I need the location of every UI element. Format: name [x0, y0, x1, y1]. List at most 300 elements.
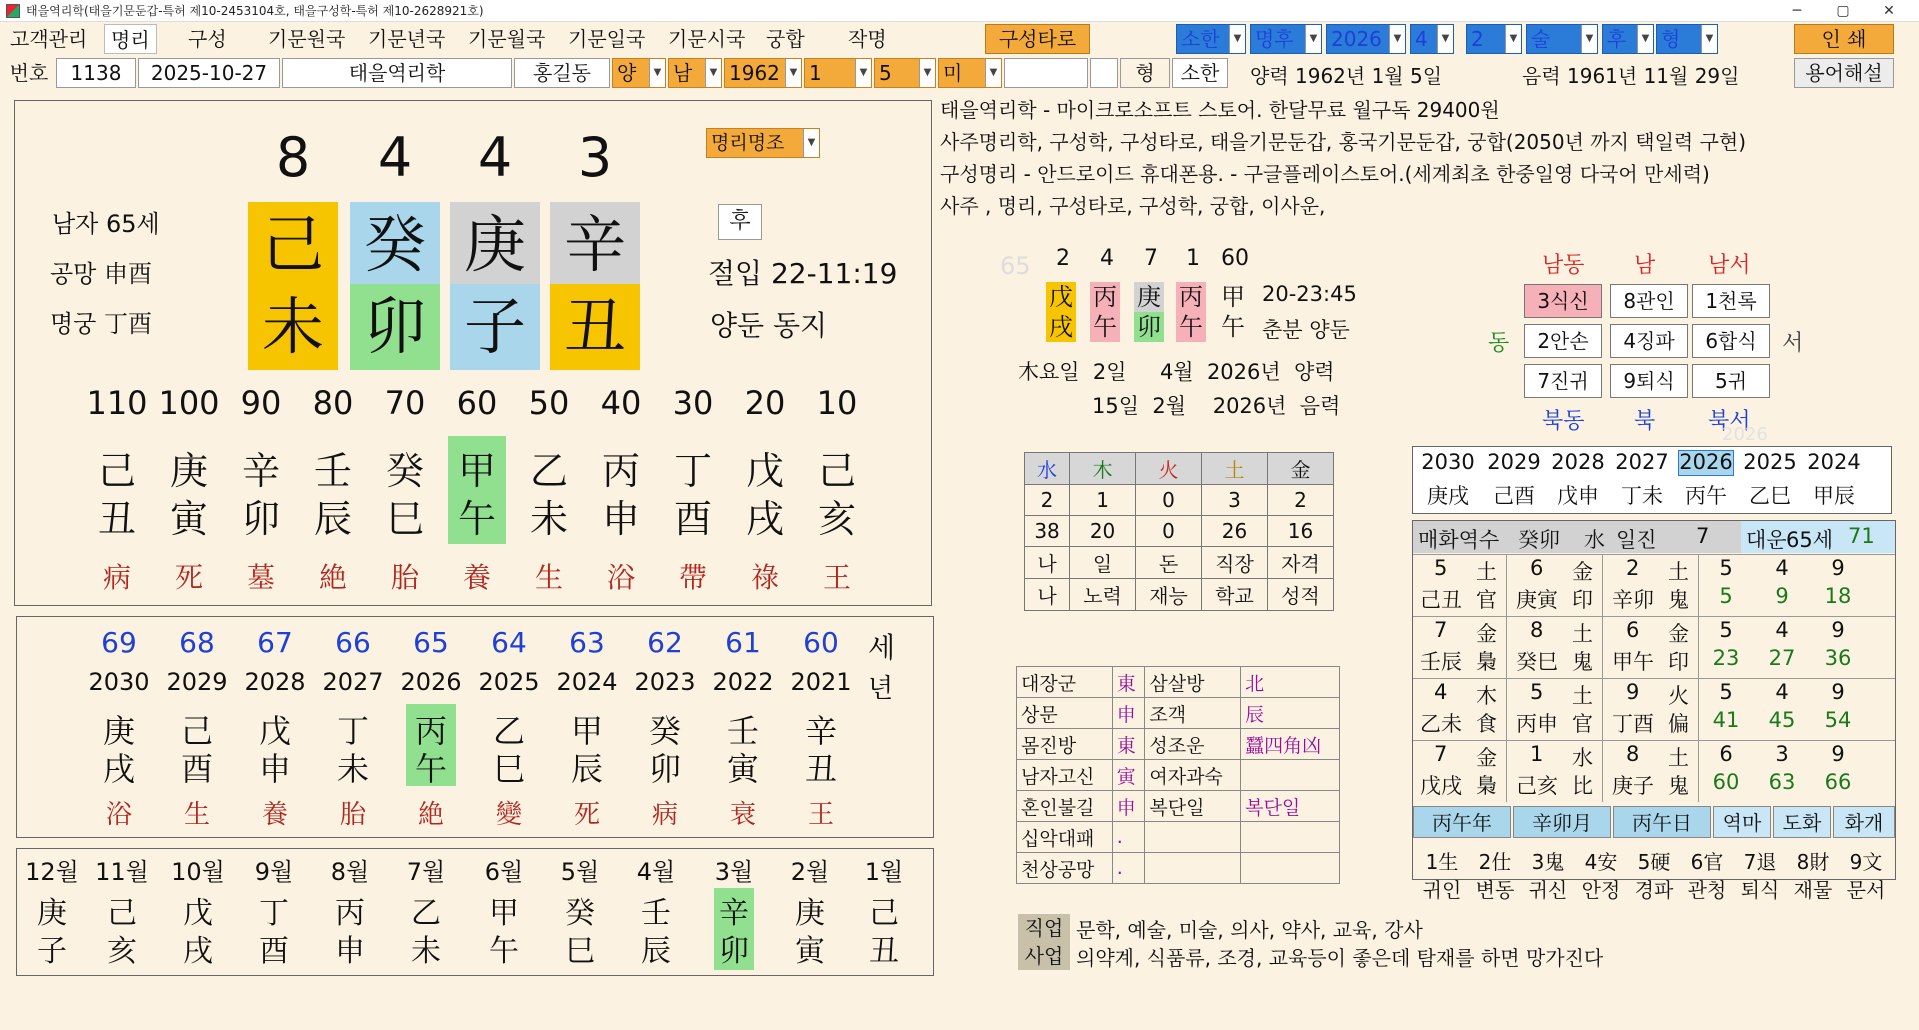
wolwoon-stem[interactable]: 己: [107, 896, 137, 931]
sewoon-branch[interactable]: 辰: [570, 750, 603, 788]
daewoon-stem[interactable]: 壬: [313, 449, 352, 493]
wolwoon-month: 4월: [636, 858, 676, 886]
maehwa-divider: [1413, 554, 1895, 555]
maehwa-vline: [1602, 554, 1603, 616]
sewoon-stage: 胎: [339, 800, 366, 830]
sewoon-branch[interactable]: 卯: [648, 750, 681, 788]
today-branch: 戌: [1046, 312, 1076, 342]
sewoon-branch[interactable]: 申: [258, 750, 291, 788]
daewoon-branch[interactable]: 辰: [313, 497, 352, 541]
daewoon-branch[interactable]: 午: [457, 497, 496, 541]
daewoon-stage: 死: [174, 561, 203, 594]
wolwoon-stem[interactable]: 甲: [489, 896, 519, 931]
sewoon-year: 2029: [166, 668, 228, 696]
sewoon-stage: 變: [495, 800, 522, 830]
daewoon-stage: 帶: [678, 561, 707, 594]
salsu-cell: 남자고신: [1017, 760, 1113, 791]
daewoon-branch[interactable]: 丑: [97, 497, 136, 541]
daewoon-stem[interactable]: 戊: [745, 449, 784, 493]
daewoon-stage: 病: [102, 561, 131, 594]
daewoon-age: 60: [456, 384, 498, 422]
maehwa-cumulative: 23: [1712, 646, 1740, 670]
ohaeng-cell: 火: [1136, 453, 1202, 485]
maehwa-num: 6: [1626, 618, 1640, 642]
ohaeng-cell: 나: [1025, 547, 1070, 579]
maehwa-element: 木: [1476, 684, 1497, 708]
maehwa-ganji: 癸巳: [1516, 650, 1558, 674]
today-number: 2: [1056, 246, 1070, 271]
menu-item[interactable]: 기문시국: [668, 27, 746, 51]
wolwoon-month: 10월: [171, 858, 225, 886]
maehwa-relation: 鬼: [1668, 774, 1689, 798]
record-name-field[interactable]: 홍길동: [514, 58, 610, 88]
maehwa-relation: 官: [1572, 712, 1593, 736]
maehwa-element: 火: [1668, 684, 1689, 708]
daewoon-stem[interactable]: 丁: [673, 449, 712, 493]
maehwa-ganji: 辛卯: [1612, 588, 1654, 612]
print-button[interactable]: 인 쇄: [1794, 24, 1894, 54]
daewoon-stem[interactable]: 己: [97, 449, 136, 493]
maehwa-vline: [1506, 678, 1507, 740]
maehwa-num: 9: [1626, 680, 1640, 704]
fortune-bottom: 변동: [1475, 878, 1515, 902]
gusung-cell[interactable]: 3식신: [1524, 284, 1602, 318]
saju-number: 4: [477, 126, 513, 189]
menu-item[interactable]: 기문원국: [268, 27, 346, 51]
birth-day-select[interactable]: 5 ▼: [874, 58, 936, 88]
ad-line: 사주명리학, 구성학, 구성타로, 태을기문둔갑, 홍국기문둔갑, 궁합(2050년 까지 택일력 구현): [940, 130, 1747, 154]
maehwa-relation: 官: [1476, 588, 1497, 612]
today-solar: 木요일 2일 4월 2026년 양력: [1018, 360, 1335, 384]
maehwa-cumulative: 63: [1768, 770, 1796, 794]
sewoon-stage: 絶: [417, 800, 444, 830]
sohan-field: 소한: [1172, 58, 1228, 88]
maehwa-ganji: 丙申: [1516, 712, 1558, 736]
ohaeng-cell: 3: [1202, 485, 1268, 516]
strip-year[interactable]: 2024: [1807, 450, 1861, 474]
maehwa-vline: [1602, 678, 1603, 740]
wolwoon-stem[interactable]: 己: [869, 896, 899, 931]
menu-item[interactable]: 궁합: [766, 27, 805, 51]
sewoon-stem[interactable]: 癸: [648, 712, 681, 750]
salsu-cell: [1241, 760, 1340, 791]
wolwoon-branch[interactable]: 酉: [259, 934, 289, 969]
daewoon-branch[interactable]: 戌: [745, 497, 784, 541]
maehwa-unit: 4: [1775, 556, 1789, 580]
sewoon-age-suffix: 세: [868, 631, 896, 664]
wolwoon-month: 5월: [560, 858, 600, 886]
gusung-cell[interactable]: 9퇴식: [1610, 364, 1688, 398]
sewoon-age: 62: [647, 626, 683, 659]
fortune-top: 9文: [1849, 850, 1883, 874]
today-time: 20-23:45: [1262, 282, 1357, 306]
strip-ganji[interactable]: 乙巳: [1749, 484, 1791, 508]
sewoon-year: 2027: [322, 668, 384, 696]
maehwa-divider: [1413, 678, 1895, 679]
maehwa-element: 金: [1476, 622, 1497, 646]
wolwoon-branch[interactable]: 亥: [107, 934, 137, 969]
wolwoon-stem[interactable]: 庚: [795, 896, 825, 931]
gender-select[interactable]: 남 ▼: [668, 58, 722, 88]
ad-line: 사주 , 명리, 구성타로, 구성학, 궁합, 이사운,: [940, 194, 1326, 218]
salsu-cell: 辰: [1241, 698, 1340, 729]
record-no-field[interactable]: 1138: [56, 58, 136, 88]
maehwa-unit: 9: [1831, 556, 1845, 580]
maehwa-element: 金: [1476, 746, 1497, 770]
daewoon-age: 50: [528, 384, 570, 422]
maehwa-vline: [1506, 740, 1507, 802]
ohaeng-cell: 26: [1202, 516, 1268, 547]
calendar-type-select[interactable]: 양 ▼: [612, 58, 666, 88]
daewoon-stem[interactable]: 乙: [529, 449, 568, 493]
fortune-top: 3鬼: [1531, 850, 1565, 874]
daewoon-branch[interactable]: 寅: [169, 497, 208, 541]
gusung-cell[interactable]: 1천록: [1692, 284, 1770, 318]
strip-year[interactable]: 2030: [1421, 450, 1475, 474]
wolwoon-branch[interactable]: 戌: [183, 934, 213, 969]
ohaeng-cell: 金: [1267, 453, 1333, 485]
sewoon-age: 61: [725, 626, 761, 659]
maehwa-ganji: 庚子: [1612, 774, 1654, 798]
sewoon-year: 2021: [790, 668, 852, 696]
sewoon-year: 2026: [400, 668, 462, 696]
wolwoon-stem[interactable]: 壬: [641, 896, 671, 931]
daewoon-stage: 浴: [606, 561, 635, 594]
sewoon-stem[interactable]: 壬: [726, 712, 759, 750]
maehwa-cumulative: 27: [1768, 646, 1796, 670]
salsu-cell: 상문: [1017, 698, 1113, 729]
daewoon-branch[interactable]: 卯: [241, 497, 280, 541]
maehwa-num: 7: [1434, 742, 1448, 766]
maehwa-relation: 偏: [1668, 712, 1689, 736]
maehwa-daewoon-header: 65세: [1786, 528, 1834, 552]
wolwoon-stem[interactable]: 辛: [719, 896, 749, 931]
maehwa-footer: 역마: [1713, 806, 1771, 838]
myeongri-mode-select[interactable]: 명리명조 ▼: [706, 128, 820, 158]
maximize-button[interactable]: ▢: [1836, 3, 1850, 19]
salsu-cell: 십악대패: [1017, 822, 1113, 853]
wolwoon-stem[interactable]: 戊: [183, 896, 213, 931]
hour-select[interactable]: 술 ▼: [1526, 24, 1598, 54]
myeonghu-select[interactable]: 명후 ▼: [1250, 24, 1322, 54]
maehwa-header: 일진: [1616, 528, 1657, 552]
wolwoon-stem[interactable]: 庚: [37, 896, 67, 931]
maehwa-ganji: 庚寅: [1516, 588, 1558, 612]
wolwoon-branch[interactable]: 巳: [565, 934, 595, 969]
sewoon-age: 67: [257, 626, 293, 659]
daewoon-branch[interactable]: 酉: [673, 497, 712, 541]
maehwa-unit: 6: [1719, 742, 1733, 766]
ohaeng-cell: 나: [1025, 579, 1070, 611]
glossary-button[interactable]: 용어해설: [1794, 58, 1894, 88]
gusung-taro-button[interactable]: 구성타로: [985, 24, 1090, 54]
daewoon-stem[interactable]: 辛: [241, 449, 280, 493]
sewoon-age: 68: [179, 626, 215, 659]
wolwoon-branch[interactable]: 未: [411, 934, 441, 969]
daewoon-branch[interactable]: 亥: [817, 497, 856, 541]
menu-item[interactable]: 고객관리: [10, 27, 88, 51]
jeolgi-select[interactable]: 소한 ▼: [1176, 24, 1246, 54]
maehwa-num: 4: [1434, 680, 1448, 704]
daewoon-age: 20: [744, 384, 786, 422]
dir-label: 북동: [1542, 409, 1585, 434]
today-branch: 卯: [1134, 312, 1164, 342]
dir-label: 남동: [1542, 253, 1585, 278]
business-label: 사업: [1018, 942, 1070, 970]
sewoon-stem[interactable]: 辛: [804, 712, 837, 750]
fortune-top: 2仕: [1478, 850, 1512, 874]
ohaeng-cell: 土: [1202, 453, 1268, 485]
day-select[interactable]: 2 ▼: [1466, 24, 1522, 54]
sewoon-year: 2028: [244, 668, 306, 696]
menu-item[interactable]: 명리: [104, 24, 157, 54]
daewoon-stage: 墓: [246, 561, 275, 594]
month-select[interactable]: 4 ▼: [1410, 24, 1454, 54]
strip-ganji[interactable]: 丁未: [1621, 484, 1663, 508]
maehwa-cumulative: 54: [1824, 708, 1852, 732]
ohaeng-table: [1024, 452, 1334, 611]
strip-year[interactable]: 2029: [1487, 450, 1541, 474]
gusung-cell[interactable]: 8관인: [1610, 284, 1688, 318]
sewoon-stage: 病: [651, 800, 678, 830]
sewoon-stem[interactable]: 甲: [570, 712, 603, 750]
today-faint-age: 65: [1000, 252, 1031, 280]
yangdun: 양둔 동지: [710, 309, 828, 342]
sewoon-branch[interactable]: 午: [414, 750, 447, 788]
maehwa-header: 7: [1696, 524, 1710, 548]
salsu-cell: 北: [1241, 667, 1340, 698]
saju-stem: 庚: [450, 202, 540, 288]
birth-hour-select[interactable]: 미 ▼: [938, 58, 1002, 88]
maehwa-ganji: 乙未: [1420, 712, 1462, 736]
strip-ganji[interactable]: 己酉: [1493, 484, 1535, 508]
salsu-cell: 삼살방: [1145, 667, 1241, 698]
business-text: 의약계, 식품류, 조경, 교육등이 좋은데 탐재를 하면 망가진다: [1076, 946, 1604, 970]
jeolip: 절입 22-11:19: [708, 257, 898, 290]
ohaeng-cell: 16: [1267, 516, 1333, 547]
maehwa-element: 金: [1668, 622, 1689, 646]
menu-item[interactable]: 기문년국: [368, 27, 446, 51]
sewoon-branch[interactable]: 未: [336, 750, 369, 788]
strip-year[interactable]: 2028: [1551, 450, 1605, 474]
strip-ganji[interactable]: 庚戌: [1427, 484, 1469, 508]
job-text: 문학, 예술, 미술, 의사, 약사, 교육, 강사: [1076, 918, 1423, 942]
sewoon-branch[interactable]: 巳: [492, 750, 525, 788]
menu-item[interactable]: 기문일국: [568, 27, 646, 51]
saju-stem: 己: [248, 202, 338, 288]
gusung-cell[interactable]: 4징파: [1610, 324, 1688, 358]
wolwoon-month: 1월: [864, 858, 904, 886]
strip-ganji[interactable]: 戊申: [1557, 484, 1599, 508]
strip-year[interactable]: 2027: [1615, 450, 1669, 474]
gusung-cell[interactable]: 7진귀: [1524, 364, 1602, 398]
daewoon-age: 30: [672, 384, 714, 422]
no-label: 번호: [4, 58, 54, 88]
maehwa-divider: [1413, 616, 1895, 617]
wolwoon-stem[interactable]: 乙: [411, 896, 441, 931]
sewoon-stage: 死: [573, 800, 600, 830]
dir-label: 동: [1488, 331, 1510, 356]
saju-stem: 癸: [350, 202, 440, 288]
sewoon-branch[interactable]: 丑: [804, 750, 837, 788]
maehwa-footer: 辛卯月: [1513, 806, 1611, 838]
sewoon-branch[interactable]: 戌: [102, 750, 135, 788]
strip-ganji[interactable]: 甲辰: [1813, 484, 1855, 508]
saju-branch: 丑: [550, 284, 640, 370]
sewoon-age: 64: [491, 626, 527, 659]
salsu-cell: 대장군: [1017, 667, 1113, 698]
maehwa-unit: 4: [1775, 618, 1789, 642]
record-date-field[interactable]: 2025-10-27: [138, 58, 280, 88]
maehwa-num: 8: [1530, 618, 1544, 642]
maehwa-relation: 印: [1668, 650, 1689, 674]
ohaeng-cell: 2: [1025, 485, 1070, 516]
today-number: 4: [1100, 246, 1114, 271]
today-branch: 午: [1221, 313, 1245, 341]
salsu-cell: .: [1112, 853, 1145, 884]
wolwoon-month: 3월: [714, 858, 754, 886]
maehwa-vline: [1602, 740, 1603, 802]
fortune-top: 1生: [1425, 850, 1459, 874]
wolwoon-branch[interactable]: 午: [489, 934, 519, 969]
blank-field-1[interactable]: [1004, 58, 1088, 88]
strip-year[interactable]: 2025: [1743, 450, 1797, 474]
maehwa-cumulative: 45: [1768, 708, 1796, 732]
blank-field-2[interactable]: [1090, 58, 1118, 88]
sewoon-branch[interactable]: 寅: [726, 750, 759, 788]
wolwoon-branch[interactable]: 申: [335, 934, 365, 969]
wolwoon-branch[interactable]: 丑: [869, 934, 899, 969]
today-stem: 丙: [1176, 282, 1206, 312]
daewoon-stem[interactable]: 丙: [601, 449, 640, 493]
menu-item[interactable]: 기문월국: [468, 27, 546, 51]
wolwoon-stem[interactable]: 癸: [565, 896, 595, 931]
maehwa-vline: [1602, 616, 1603, 678]
salsu-cell: [1241, 822, 1340, 853]
daewoon-stem[interactable]: 己: [817, 449, 856, 493]
strip-ganji[interactable]: 丙午: [1685, 484, 1727, 508]
ohaeng-cell: 20: [1070, 516, 1136, 547]
daewoon-stage: 祿: [750, 561, 779, 594]
hyeong-select[interactable]: 형 ▼: [1656, 24, 1718, 54]
ohaeng-cell: 水: [1025, 453, 1070, 485]
year-faint: 2026: [1722, 424, 1768, 445]
daewoon-age: 110: [86, 384, 148, 422]
maehwa-num: 2: [1626, 556, 1640, 580]
sewoon-stem[interactable]: 庚: [102, 712, 135, 750]
sewoon-year: 2025: [478, 668, 540, 696]
maehwa-relation: 比: [1572, 774, 1593, 798]
salsu-table: [1016, 666, 1340, 884]
daewoon-stem[interactable]: 甲: [457, 449, 496, 493]
year-select[interactable]: 2026 ▼: [1326, 24, 1406, 54]
strip-year[interactable]: 2026: [1679, 450, 1733, 474]
maehwa-relation: 鬼: [1668, 588, 1689, 612]
sewoon-year: 2022: [712, 668, 774, 696]
minimize-button[interactable]: ─: [1792, 3, 1802, 19]
ohaeng-cell: 돈: [1136, 547, 1202, 579]
salsu-cell: 申: [1112, 698, 1145, 729]
saju-number: 8: [275, 126, 311, 189]
birth-year-select[interactable]: 1962 ▼: [724, 58, 802, 88]
sewoon-stage: 衰: [729, 800, 756, 830]
salsu-cell: 복단일: [1145, 791, 1241, 822]
sewoon-stem[interactable]: 己: [180, 712, 213, 750]
daewoon-stem[interactable]: 癸: [385, 449, 424, 493]
maehwa-vline: [1698, 616, 1699, 678]
fortune-top: 6官: [1690, 850, 1724, 874]
today-branch: 午: [1090, 312, 1120, 342]
wolwoon-month: 2월: [790, 858, 830, 886]
wolwoon-branch[interactable]: 辰: [641, 934, 671, 969]
wolwoon-branch[interactable]: 子: [37, 934, 67, 969]
wolwoon-branch[interactable]: 寅: [795, 934, 825, 969]
salsu-cell: 寅: [1112, 760, 1145, 791]
ohaeng-cell: 성적: [1267, 579, 1333, 611]
wolwoon-stem[interactable]: 丁: [259, 896, 289, 931]
saju-branch: 未: [248, 284, 338, 370]
close-button[interactable]: ✕: [1883, 3, 1895, 19]
sewoon-branch[interactable]: 酉: [180, 750, 213, 788]
daewoon-age: 40: [600, 384, 642, 422]
sewoon-stem[interactable]: 戊: [258, 712, 291, 750]
sewoon-stem[interactable]: 丁: [336, 712, 369, 750]
daewoon-stage: 養: [462, 561, 491, 594]
record-company-field[interactable]: 태을역리학: [282, 58, 512, 88]
sewoon-year: 2024: [556, 668, 618, 696]
salsu-cell: .: [1112, 822, 1145, 853]
sewoon-stem[interactable]: 丙: [414, 712, 447, 750]
salsu-cell: [1145, 853, 1241, 884]
maehwa-element: 土: [1668, 746, 1689, 770]
today-stem: 戊: [1046, 282, 1076, 312]
wolwoon-stem[interactable]: 丙: [335, 896, 365, 931]
today-season: 춘분 양둔: [1262, 318, 1350, 342]
menu-item[interactable]: 구성: [188, 27, 227, 51]
maehwa-num: 7: [1434, 618, 1448, 642]
maehwa-vline: [1698, 678, 1699, 740]
daewoon-age: 70: [384, 384, 426, 422]
maehwa-cumulative: 60: [1712, 770, 1740, 794]
hyeong-label: 형: [1120, 58, 1170, 88]
maehwa-element: 土: [1572, 622, 1593, 646]
gusung-cell[interactable]: 6합식: [1692, 324, 1770, 358]
ohaeng-cell: 0: [1136, 516, 1202, 547]
daewoon-stem[interactable]: 庚: [169, 449, 208, 493]
wolwoon-month: 6월: [484, 858, 524, 886]
daewoon-branch[interactable]: 巳: [385, 497, 424, 541]
maehwa-cumulative: 36: [1824, 646, 1852, 670]
menu-item[interactable]: 작명: [848, 27, 887, 51]
sewoon-age: 69: [101, 626, 137, 659]
wolwoon-month: 12월: [25, 858, 79, 886]
hu-select[interactable]: 후 ▼: [1602, 24, 1654, 54]
solar-date: 양력 1962년 1월 5일: [1250, 64, 1443, 88]
sewoon-stem[interactable]: 乙: [492, 712, 525, 750]
birth-month-select[interactable]: 1 ▼: [804, 58, 872, 88]
today-stem: 庚: [1134, 282, 1164, 312]
maehwa-footer: 도화: [1773, 806, 1831, 838]
job-label: 직업: [1018, 914, 1070, 942]
fortune-bottom: 안정: [1581, 878, 1621, 902]
maehwa-unit: 5: [1719, 618, 1733, 642]
gusung-cell[interactable]: 2안손: [1524, 324, 1602, 358]
daewoon-branch[interactable]: 申: [601, 497, 640, 541]
wolwoon-branch[interactable]: 卯: [719, 934, 749, 969]
gusung-cell[interactable]: 5귀: [1692, 364, 1770, 398]
maehwa-cumulative: 5: [1719, 584, 1733, 608]
daewoon-branch[interactable]: 未: [529, 497, 568, 541]
